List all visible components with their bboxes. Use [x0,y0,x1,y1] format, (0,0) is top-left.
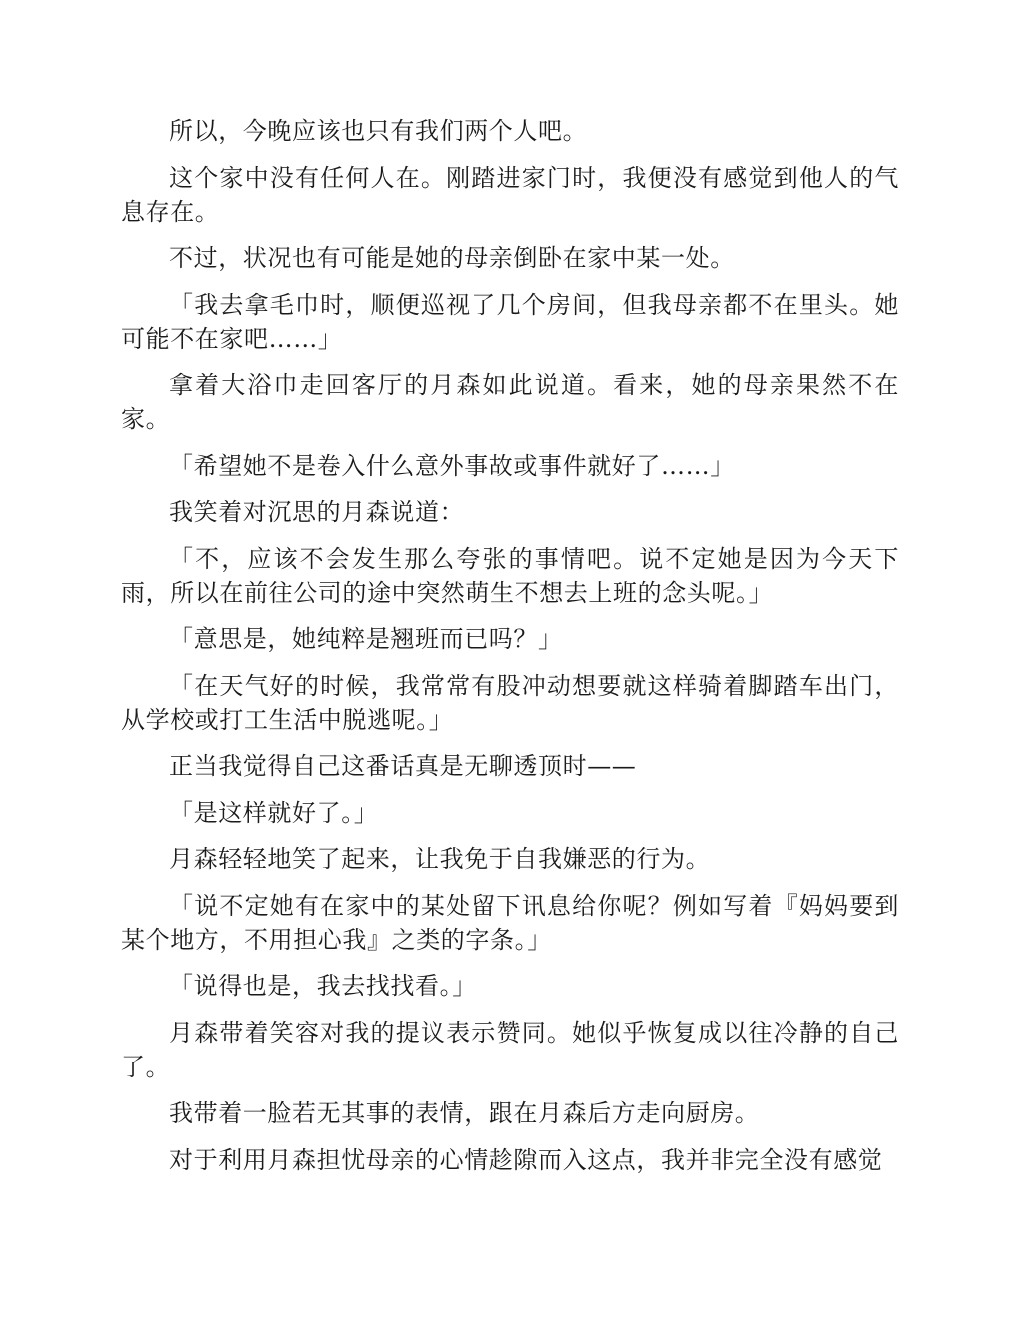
paragraph: 不过，状况也有可能是她的母亲倒卧在家中某一处。 [169,244,735,272]
paragraph: 「在天气好的时候，我常常有股冲动想要就这样骑着脚踏车出门，从学校或打工生活中脱逃呢。」 [121,671,899,734]
paragraph: 所以，今晚应该也只有我们两个人吧。 [169,117,588,145]
page-body [121,114,899,1189]
paragraph: 「希望她不是卷入什么意外事故或事件就好了……」 [169,451,735,480]
paragraph: 对于利用月森担忧母亲的心情趁隙而入这点，我并非完全没有感觉 [169,1145,883,1174]
paragraph: 月森轻轻地笑了起来，让我免于自我嫌恶的行为。 [169,845,711,873]
paragraph: 「意思是，她纯粹是翘班而已吗？」 [169,625,563,653]
paragraph: 「不，应该不会发生那么夸张的事情吧。说不定她是因为今天下雨，所以在前往公司的途中突然萌生不想去上班的念头呢。」 [121,544,899,607]
paragraph: 「是这样就好了。」 [169,798,379,827]
paragraph: 「说得也是，我去找找看。」 [169,972,477,1000]
paragraph: 我笑着对沉思的月森说道： [169,498,465,526]
paragraph: 我带着一脸若无其事的表情，跟在月森后方走向厨房。 [169,1099,760,1127]
paragraph: 「说不定她有在家中的某处留下讯息给你呢？例如写着『妈妈要到某个地方，不用担心我』之类的字条。」 [121,891,899,954]
paragraph: 拿着大浴巾走回客厅的月森如此说道。看来，她的母亲果然不在家。 [121,371,899,433]
paragraph: 正当我觉得自己这番话真是无聊透顶时—— [169,752,637,780]
paragraph: 这个家中没有任何人在。刚踏进家门时，我便没有感觉到他人的气息存在。 [121,163,899,226]
paragraph: 月森带着笑容对我的提议表示赞同。她似乎恢复成以往冷静的自己了。 [121,1018,899,1081]
paragraph: 「我去拿毛巾时，顺便巡视了几个房间，但我母亲都不在里头。她可能不在家吧……」 [121,290,899,353]
